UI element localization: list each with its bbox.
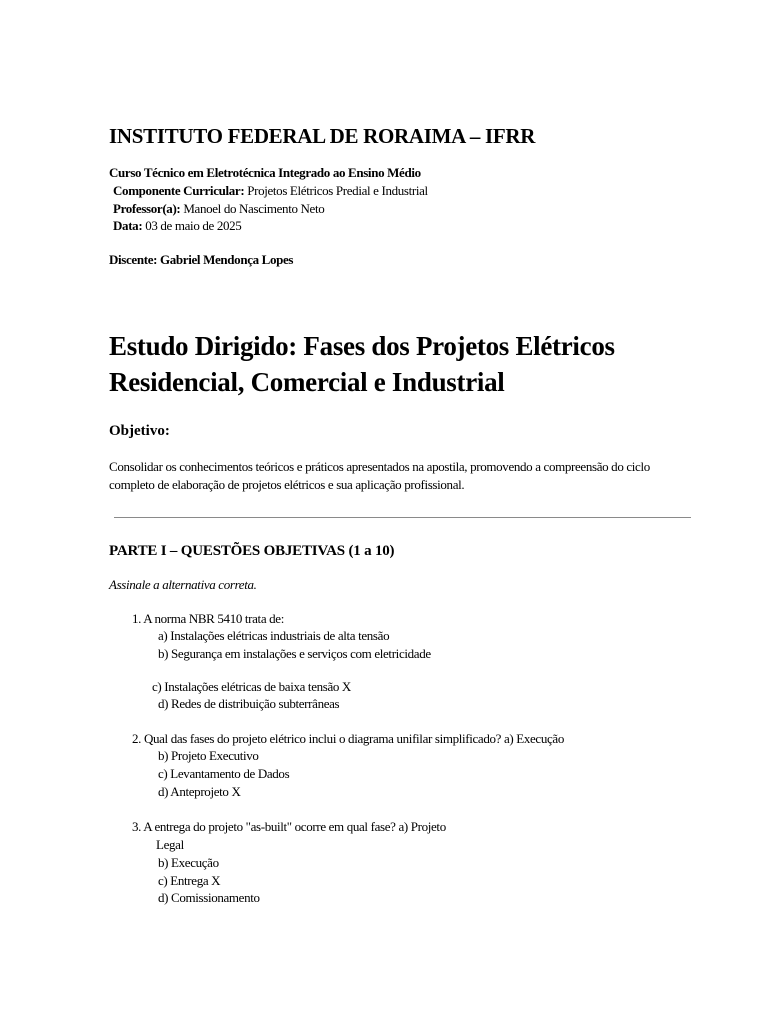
objective-text-line-1: Consolidar os conhecimentos teóricos e práticos apresentados na apostila, promovendo a compreensão do ciclo: [109, 459, 650, 474]
objective-text-line-2: completo de elaboração de projetos elétricos e sua aplicação profissional.: [109, 477, 465, 492]
date-label: Data:: [113, 218, 143, 233]
professor-value: Manoel do Nascimento Neto: [183, 201, 325, 216]
document-title-line-1: Estudo Dirigido: Fases dos Projetos Elétricos: [109, 331, 615, 361]
question-3-option-c: c) Entrega X: [158, 873, 221, 888]
component-value: Projetos Elétricos Predial e Industrial: [247, 183, 428, 198]
date-value: 03 de maio de 2025: [145, 218, 242, 233]
course-name: Curso Técnico em Eletrotécnica Integrado ao Ensino Médio: [109, 165, 421, 180]
professor-line: [113, 201, 324, 217]
objective-heading: Objetivo:: [109, 423, 170, 439]
question-2-option-b: b) Projeto Executivo: [158, 748, 259, 763]
question-2-option-d: d) Anteprojeto X: [158, 784, 241, 799]
question-2-option-c: c) Levantamento de Dados: [158, 766, 290, 781]
question-1-stem: 1. A norma NBR 5410 trata de:: [132, 611, 284, 626]
question-3-option-d: d) Comissionamento: [158, 890, 260, 905]
institution-title: INSTITUTO FEDERAL DE RORAIMA – IFRR: [109, 124, 536, 148]
component-line: [113, 183, 428, 199]
course-line: [109, 165, 421, 181]
question-3-stem: 3. A entrega do projeto "as-built" ocorre em qual fase? a) Projeto: [132, 819, 446, 834]
question-1-option-a: a) Instalações elétricas industriais de alta tensão: [158, 628, 390, 643]
date-line: [113, 218, 241, 234]
section-divider: [114, 517, 691, 518]
student-name: Discente: Gabriel Mendonça Lopes: [109, 252, 294, 267]
part-1-heading: PARTE I – QUESTÕES OBJETIVAS (1 a 10): [109, 543, 395, 559]
question-3-option-b: b) Execução: [158, 855, 219, 870]
question-3-stem-continuation: Legal: [156, 837, 184, 852]
component-label: Componente Curricular:: [113, 183, 245, 198]
student-line: [109, 252, 293, 268]
question-1-option-d: d) Redes de distribuição subterrâneas: [158, 696, 340, 711]
objective-text: [109, 458, 709, 494]
document-title-line-2: Residencial, Comercial e Industrial: [109, 367, 505, 397]
professor-label: Professor(a):: [113, 201, 181, 216]
part-1-instruction: Assinale a alternativa correta.: [109, 577, 257, 592]
question-1-option-c: c) Instalações elétricas de baixa tensão X: [152, 679, 351, 694]
question-2-stem: 2. Qual das fases do projeto elétrico inclui o diagrama unifilar simplificado? a) Execução: [132, 731, 564, 746]
question-1-option-b: b) Segurança em instalações e serviços com eletricidade: [158, 646, 431, 661]
